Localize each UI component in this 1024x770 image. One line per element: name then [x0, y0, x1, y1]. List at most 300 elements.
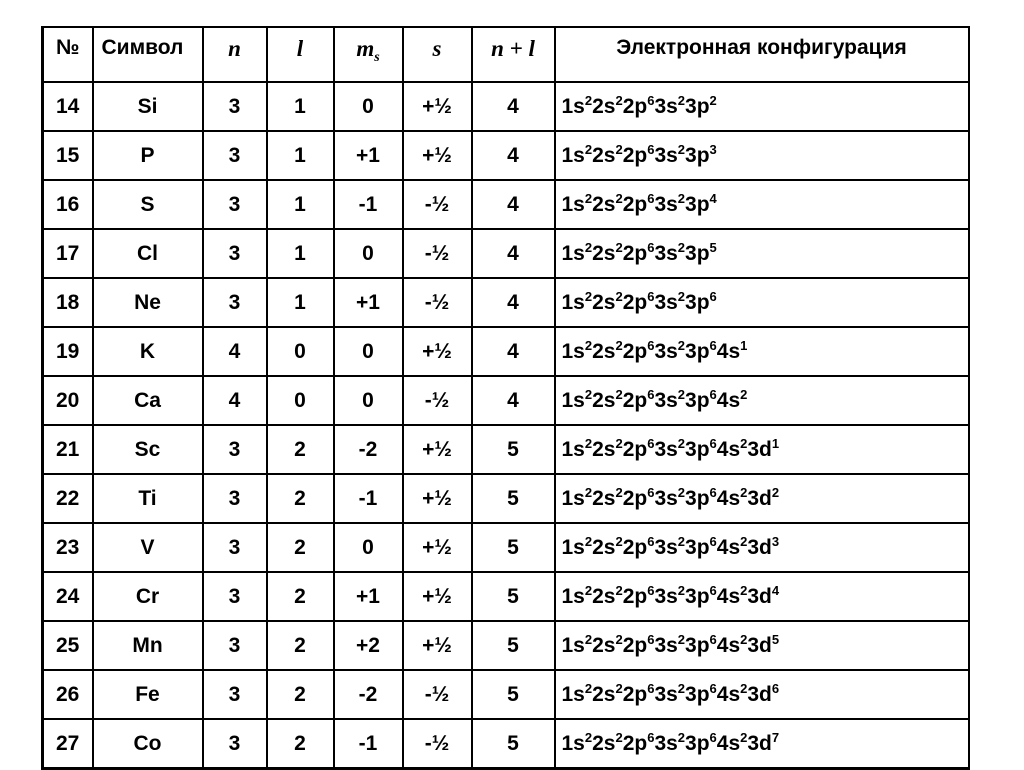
electron-configuration — [555, 523, 969, 572]
header-symbol: Символ — [93, 27, 203, 82]
orbital: 3d — [747, 731, 772, 755]
orbital-electrons: 6 — [709, 337, 717, 353]
orbital-electrons: 2 — [677, 92, 686, 108]
quantum-ms: +1 — [334, 572, 403, 621]
orbital-electrons: 6 — [647, 288, 655, 304]
orbital: 3s — [654, 143, 678, 167]
orbital-electrons: 2 — [615, 386, 623, 402]
orbital-electrons: 2 — [615, 533, 623, 549]
orbital-electrons: 2 — [740, 582, 748, 598]
orbital: 2s — [592, 535, 616, 559]
element-symbol: Cl — [93, 229, 203, 278]
orbital-electrons: 5 — [771, 631, 780, 647]
orbital-electrons: 2 — [615, 288, 623, 304]
orbital-electrons: 6 — [647, 141, 655, 157]
orbital: 3p — [685, 388, 710, 412]
orbital-electrons: 6 — [709, 631, 717, 647]
element-number: 21 — [43, 425, 93, 474]
header-n: n — [203, 27, 267, 82]
orbital-electrons: 6 — [647, 337, 655, 353]
orbital: 2p — [622, 731, 648, 755]
orbital: 2p — [622, 388, 648, 412]
orbital-electrons: 2 — [584, 386, 593, 402]
table-row — [43, 376, 969, 425]
quantum-ms: +1 — [334, 278, 403, 327]
orbital: 3p — [685, 290, 710, 314]
n-plus-l: 4 — [472, 82, 555, 131]
quantum-n: 3 — [203, 82, 267, 131]
quantum-ms: -1 — [334, 180, 403, 229]
n-plus-l: 5 — [472, 523, 555, 572]
quantum-l: 1 — [267, 229, 334, 278]
n-plus-l: 5 — [472, 621, 555, 670]
n-plus-l: 5 — [472, 425, 555, 474]
header-ms-sub: s — [374, 50, 380, 65]
quantum-l: 2 — [267, 572, 334, 621]
orbital-electrons: 1 — [771, 435, 780, 451]
element-number: 25 — [43, 621, 93, 670]
orbital-electrons: 2 — [740, 386, 748, 402]
electron-configuration — [555, 425, 969, 474]
quantum-l: 2 — [267, 523, 334, 572]
element-symbol: Cr — [93, 572, 203, 621]
orbital: 3d — [747, 535, 772, 559]
orbital-electrons: 4 — [771, 582, 780, 598]
orbital: 3s — [654, 633, 678, 657]
orbital: 2p — [622, 192, 648, 216]
n-plus-l: 5 — [472, 670, 555, 719]
orbital: 2s — [592, 388, 616, 412]
orbital-electrons: 3 — [709, 141, 717, 157]
electron-configuration — [555, 180, 969, 229]
orbital: 3d — [747, 437, 772, 461]
header-n-plus-l: n + l — [472, 27, 555, 82]
quantum-n: 3 — [203, 425, 267, 474]
table-row — [43, 278, 969, 327]
quantum-s: +½ — [403, 327, 472, 376]
orbital-electrons: 2 — [584, 141, 593, 157]
quantum-s: -½ — [403, 719, 472, 769]
orbital: 2p — [622, 584, 648, 608]
orbital-electrons: 2 — [740, 533, 748, 549]
n-plus-l: 4 — [472, 131, 555, 180]
element-number: 20 — [43, 376, 93, 425]
header-ms — [334, 27, 403, 82]
orbital-electrons: 2 — [740, 631, 748, 647]
element-symbol: P — [93, 131, 203, 180]
orbital-electrons: 2 — [677, 435, 686, 451]
quantum-s: +½ — [403, 474, 472, 523]
orbital: 3s — [654, 290, 678, 314]
orbital-electrons: 2 — [584, 92, 593, 108]
orbital: 1s — [561, 731, 585, 755]
orbital: 4s — [716, 584, 741, 608]
quantum-s: -½ — [403, 376, 472, 425]
orbital-electrons: 2 — [584, 631, 593, 647]
electron-configuration — [555, 82, 969, 131]
orbital-electrons: 2 — [677, 337, 686, 353]
quantum-l: 1 — [267, 82, 334, 131]
orbital: 3s — [654, 682, 678, 706]
orbital: 1s — [561, 584, 585, 608]
orbital-electrons: 2 — [584, 582, 593, 598]
quantum-n: 3 — [203, 572, 267, 621]
quantum-ms: 0 — [334, 82, 403, 131]
orbital-electrons: 2 — [584, 190, 593, 206]
orbital-electrons: 2 — [615, 239, 623, 255]
electron-configuration-table — [41, 26, 970, 770]
n-plus-l: 4 — [472, 327, 555, 376]
orbital-electrons: 2 — [584, 288, 593, 304]
orbital: 2s — [592, 290, 616, 314]
orbital-electrons: 2 — [584, 533, 593, 549]
electron-configuration — [555, 719, 969, 769]
quantum-ms: +1 — [334, 131, 403, 180]
header-s: s — [403, 27, 472, 82]
quantum-s: +½ — [403, 425, 472, 474]
orbital: 3p — [685, 682, 710, 706]
orbital: 3s — [654, 486, 678, 510]
orbital-electrons: 2 — [615, 190, 623, 206]
quantum-s: -½ — [403, 670, 472, 719]
quantum-s: -½ — [403, 229, 472, 278]
element-number: 17 — [43, 229, 93, 278]
orbital: 4s — [716, 682, 741, 706]
quantum-n: 3 — [203, 621, 267, 670]
quantum-l: 1 — [267, 278, 334, 327]
quantum-s: +½ — [403, 82, 472, 131]
orbital: 2p — [622, 633, 648, 657]
quantum-s: +½ — [403, 572, 472, 621]
orbital: 1s — [561, 94, 585, 118]
orbital-electrons: 1 — [740, 337, 748, 353]
orbital-electrons: 6 — [647, 190, 655, 206]
orbital: 4s — [716, 388, 741, 412]
element-number: 26 — [43, 670, 93, 719]
quantum-l: 0 — [267, 327, 334, 376]
orbital-electrons: 2 — [584, 435, 593, 451]
quantum-n: 3 — [203, 474, 267, 523]
orbital-electrons: 6 — [709, 435, 717, 451]
orbital: 4s — [716, 731, 741, 755]
orbital-electrons: 6 — [647, 729, 655, 745]
element-number: 22 — [43, 474, 93, 523]
table-row — [43, 474, 969, 523]
orbital-electrons: 2 — [584, 484, 593, 500]
orbital-electrons: 2 — [677, 141, 686, 157]
orbital-electrons: 2 — [615, 582, 623, 598]
electron-configuration — [555, 621, 969, 670]
orbital: 2p — [622, 290, 648, 314]
quantum-n: 3 — [203, 180, 267, 229]
orbital: 1s — [561, 535, 585, 559]
orbital-electrons: 2 — [615, 729, 623, 745]
n-plus-l: 5 — [472, 474, 555, 523]
header-number: № — [43, 27, 93, 82]
orbital: 1s — [561, 339, 585, 363]
orbital-electrons: 6 — [647, 435, 655, 451]
orbital: 2p — [622, 94, 648, 118]
table-row — [43, 425, 969, 474]
orbital-electrons: 6 — [647, 631, 655, 647]
orbital-electrons: 6 — [709, 288, 717, 304]
quantum-ms: 0 — [334, 229, 403, 278]
table-row — [43, 670, 969, 719]
orbital: 1s — [561, 437, 585, 461]
orbital-electrons: 2 — [677, 680, 686, 696]
orbital-electrons: 6 — [647, 386, 655, 402]
quantum-n: 3 — [203, 719, 267, 769]
orbital: 3p — [685, 241, 710, 265]
quantum-s: +½ — [403, 621, 472, 670]
orbital-electrons: 2 — [677, 386, 686, 402]
orbital-electrons: 3 — [771, 533, 780, 549]
element-number: 16 — [43, 180, 93, 229]
orbital-electrons: 6 — [647, 239, 655, 255]
electron-configuration — [555, 229, 969, 278]
orbital: 1s — [561, 633, 585, 657]
orbital-electrons: 6 — [709, 386, 717, 402]
quantum-l: 2 — [267, 474, 334, 523]
table-row — [43, 82, 969, 131]
quantum-ms: 0 — [334, 523, 403, 572]
orbital-electrons: 2 — [677, 288, 686, 304]
orbital: 3s — [654, 388, 678, 412]
orbital-electrons: 6 — [647, 533, 655, 549]
orbital-electrons: 2 — [615, 680, 623, 696]
orbital-electrons: 2 — [740, 435, 748, 451]
header-row — [43, 27, 969, 82]
table-row — [43, 180, 969, 229]
quantum-s: +½ — [403, 131, 472, 180]
orbital: 3p — [685, 143, 710, 167]
orbital-electrons: 6 — [647, 92, 655, 108]
quantum-n: 3 — [203, 670, 267, 719]
orbital: 2p — [622, 535, 648, 559]
orbital-electrons: 2 — [771, 484, 780, 500]
n-plus-l: 4 — [472, 229, 555, 278]
orbital-electrons: 5 — [709, 239, 717, 255]
quantum-n: 3 — [203, 229, 267, 278]
element-number: 15 — [43, 131, 93, 180]
electron-configuration — [555, 131, 969, 180]
orbital-electrons: 2 — [584, 239, 593, 255]
element-symbol: Ne — [93, 278, 203, 327]
element-symbol: S — [93, 180, 203, 229]
n-plus-l: 5 — [472, 572, 555, 621]
element-symbol: K — [93, 327, 203, 376]
orbital-electrons: 2 — [584, 680, 593, 696]
orbital: 2p — [622, 143, 648, 167]
orbital-electrons: 2 — [615, 484, 623, 500]
orbital: 3p — [685, 584, 710, 608]
orbital: 3s — [654, 94, 678, 118]
orbital: 1s — [561, 388, 585, 412]
header-ms-main: m — [356, 36, 375, 61]
orbital: 3d — [747, 682, 772, 706]
orbital: 2s — [592, 682, 616, 706]
element-symbol: Si — [93, 82, 203, 131]
element-number: 18 — [43, 278, 93, 327]
n-plus-l: 4 — [472, 180, 555, 229]
orbital: 3s — [654, 339, 678, 363]
orbital: 2s — [592, 94, 616, 118]
header-l: l — [267, 27, 334, 82]
orbital-electrons: 2 — [677, 631, 686, 647]
quantum-n: 3 — [203, 523, 267, 572]
electron-configuration — [555, 327, 969, 376]
quantum-ms: -2 — [334, 425, 403, 474]
orbital: 4s — [716, 486, 741, 510]
orbital: 3s — [654, 584, 678, 608]
orbital-electrons: 6 — [709, 582, 717, 598]
quantum-n: 3 — [203, 278, 267, 327]
quantum-ms: 0 — [334, 327, 403, 376]
orbital-electrons: 2 — [615, 631, 623, 647]
orbital-electrons: 6 — [647, 582, 655, 598]
orbital: 3p — [685, 633, 710, 657]
orbital-electrons: 2 — [677, 729, 686, 745]
orbital: 3s — [654, 535, 678, 559]
table-row — [43, 327, 969, 376]
orbital-electrons: 2 — [677, 582, 686, 598]
orbital: 2p — [622, 682, 648, 706]
element-symbol: Co — [93, 719, 203, 769]
orbital: 4s — [716, 535, 741, 559]
orbital: 3s — [654, 437, 678, 461]
orbital: 2s — [592, 437, 616, 461]
orbital-electrons: 2 — [740, 729, 748, 745]
table-row — [43, 572, 969, 621]
orbital: 3p — [685, 486, 710, 510]
quantum-l: 1 — [267, 131, 334, 180]
orbital: 3p — [685, 192, 710, 216]
orbital: 2p — [622, 486, 648, 510]
quantum-ms: +2 — [334, 621, 403, 670]
quantum-l: 0 — [267, 376, 334, 425]
orbital: 1s — [561, 290, 585, 314]
orbital: 2p — [622, 241, 648, 265]
orbital: 3s — [654, 731, 678, 755]
element-number: 24 — [43, 572, 93, 621]
orbital: 3p — [685, 437, 710, 461]
orbital-electrons: 2 — [615, 337, 623, 353]
element-number: 27 — [43, 719, 93, 769]
orbital: 2s — [592, 241, 616, 265]
quantum-ms: -2 — [334, 670, 403, 719]
orbital-electrons: 2 — [677, 239, 686, 255]
orbital: 3d — [747, 584, 772, 608]
orbital: 2p — [622, 437, 648, 461]
table-row — [43, 131, 969, 180]
table-row — [43, 719, 969, 769]
orbital-electrons: 2 — [677, 190, 686, 206]
orbital-electrons: 6 — [709, 533, 717, 549]
orbital: 1s — [561, 143, 585, 167]
orbital-electrons: 2 — [615, 92, 623, 108]
orbital-electrons: 2 — [709, 92, 717, 108]
orbital-electrons: 2 — [740, 484, 748, 500]
orbital-electrons: 2 — [584, 729, 593, 745]
orbital: 2s — [592, 192, 616, 216]
element-symbol: Ti — [93, 474, 203, 523]
orbital: 3p — [685, 731, 710, 755]
table-row — [43, 229, 969, 278]
orbital: 1s — [561, 241, 585, 265]
electron-configuration — [555, 474, 969, 523]
orbital: 3s — [654, 241, 678, 265]
quantum-l: 2 — [267, 670, 334, 719]
quantum-l: 2 — [267, 621, 334, 670]
quantum-ms: -1 — [334, 474, 403, 523]
element-symbol: Fe — [93, 670, 203, 719]
orbital: 2s — [592, 143, 616, 167]
element-number: 19 — [43, 327, 93, 376]
n-plus-l: 4 — [472, 278, 555, 327]
orbital: 1s — [561, 682, 585, 706]
element-number: 14 — [43, 82, 93, 131]
orbital: 4s — [716, 339, 741, 363]
orbital: 3p — [685, 535, 710, 559]
quantum-n: 4 — [203, 327, 267, 376]
element-symbol: Mn — [93, 621, 203, 670]
orbital-electrons: 6 — [709, 680, 717, 696]
orbital: 2s — [592, 633, 616, 657]
orbital: 2s — [592, 731, 616, 755]
electron-configuration — [555, 670, 969, 719]
table-row — [43, 523, 969, 572]
element-number: 23 — [43, 523, 93, 572]
orbital-electrons: 6 — [647, 484, 655, 500]
orbital: 2s — [592, 486, 616, 510]
orbital: 2s — [592, 584, 616, 608]
orbital-electrons: 6 — [709, 484, 717, 500]
orbital-electrons: 2 — [615, 435, 623, 451]
orbital: 2p — [622, 339, 648, 363]
n-plus-l: 4 — [472, 376, 555, 425]
orbital: 3p — [685, 339, 710, 363]
orbital: 4s — [716, 633, 741, 657]
orbital-electrons: 6 — [771, 680, 780, 696]
quantum-s: -½ — [403, 278, 472, 327]
orbital-electrons: 2 — [615, 141, 623, 157]
orbital: 2s — [592, 339, 616, 363]
orbital: 3p — [685, 94, 710, 118]
n-plus-l: 5 — [472, 719, 555, 769]
orbital: 1s — [561, 486, 585, 510]
orbital: 3s — [654, 192, 678, 216]
orbital-electrons: 2 — [677, 533, 686, 549]
orbital-electrons: 2 — [677, 484, 686, 500]
quantum-l: 2 — [267, 719, 334, 769]
table-row — [43, 621, 969, 670]
quantum-n: 4 — [203, 376, 267, 425]
quantum-l: 1 — [267, 180, 334, 229]
orbital-electrons: 4 — [709, 190, 717, 206]
quantum-ms: -1 — [334, 719, 403, 769]
orbital-electrons: 2 — [584, 337, 593, 353]
orbital: 3d — [747, 633, 772, 657]
quantum-n: 3 — [203, 131, 267, 180]
quantum-ms: 0 — [334, 376, 403, 425]
electron-configuration — [555, 278, 969, 327]
quantum-s: -½ — [403, 180, 472, 229]
quantum-s: +½ — [403, 523, 472, 572]
element-symbol: Ca — [93, 376, 203, 425]
orbital-electrons: 7 — [771, 729, 780, 745]
quantum-l: 2 — [267, 425, 334, 474]
electron-configuration — [555, 376, 969, 425]
